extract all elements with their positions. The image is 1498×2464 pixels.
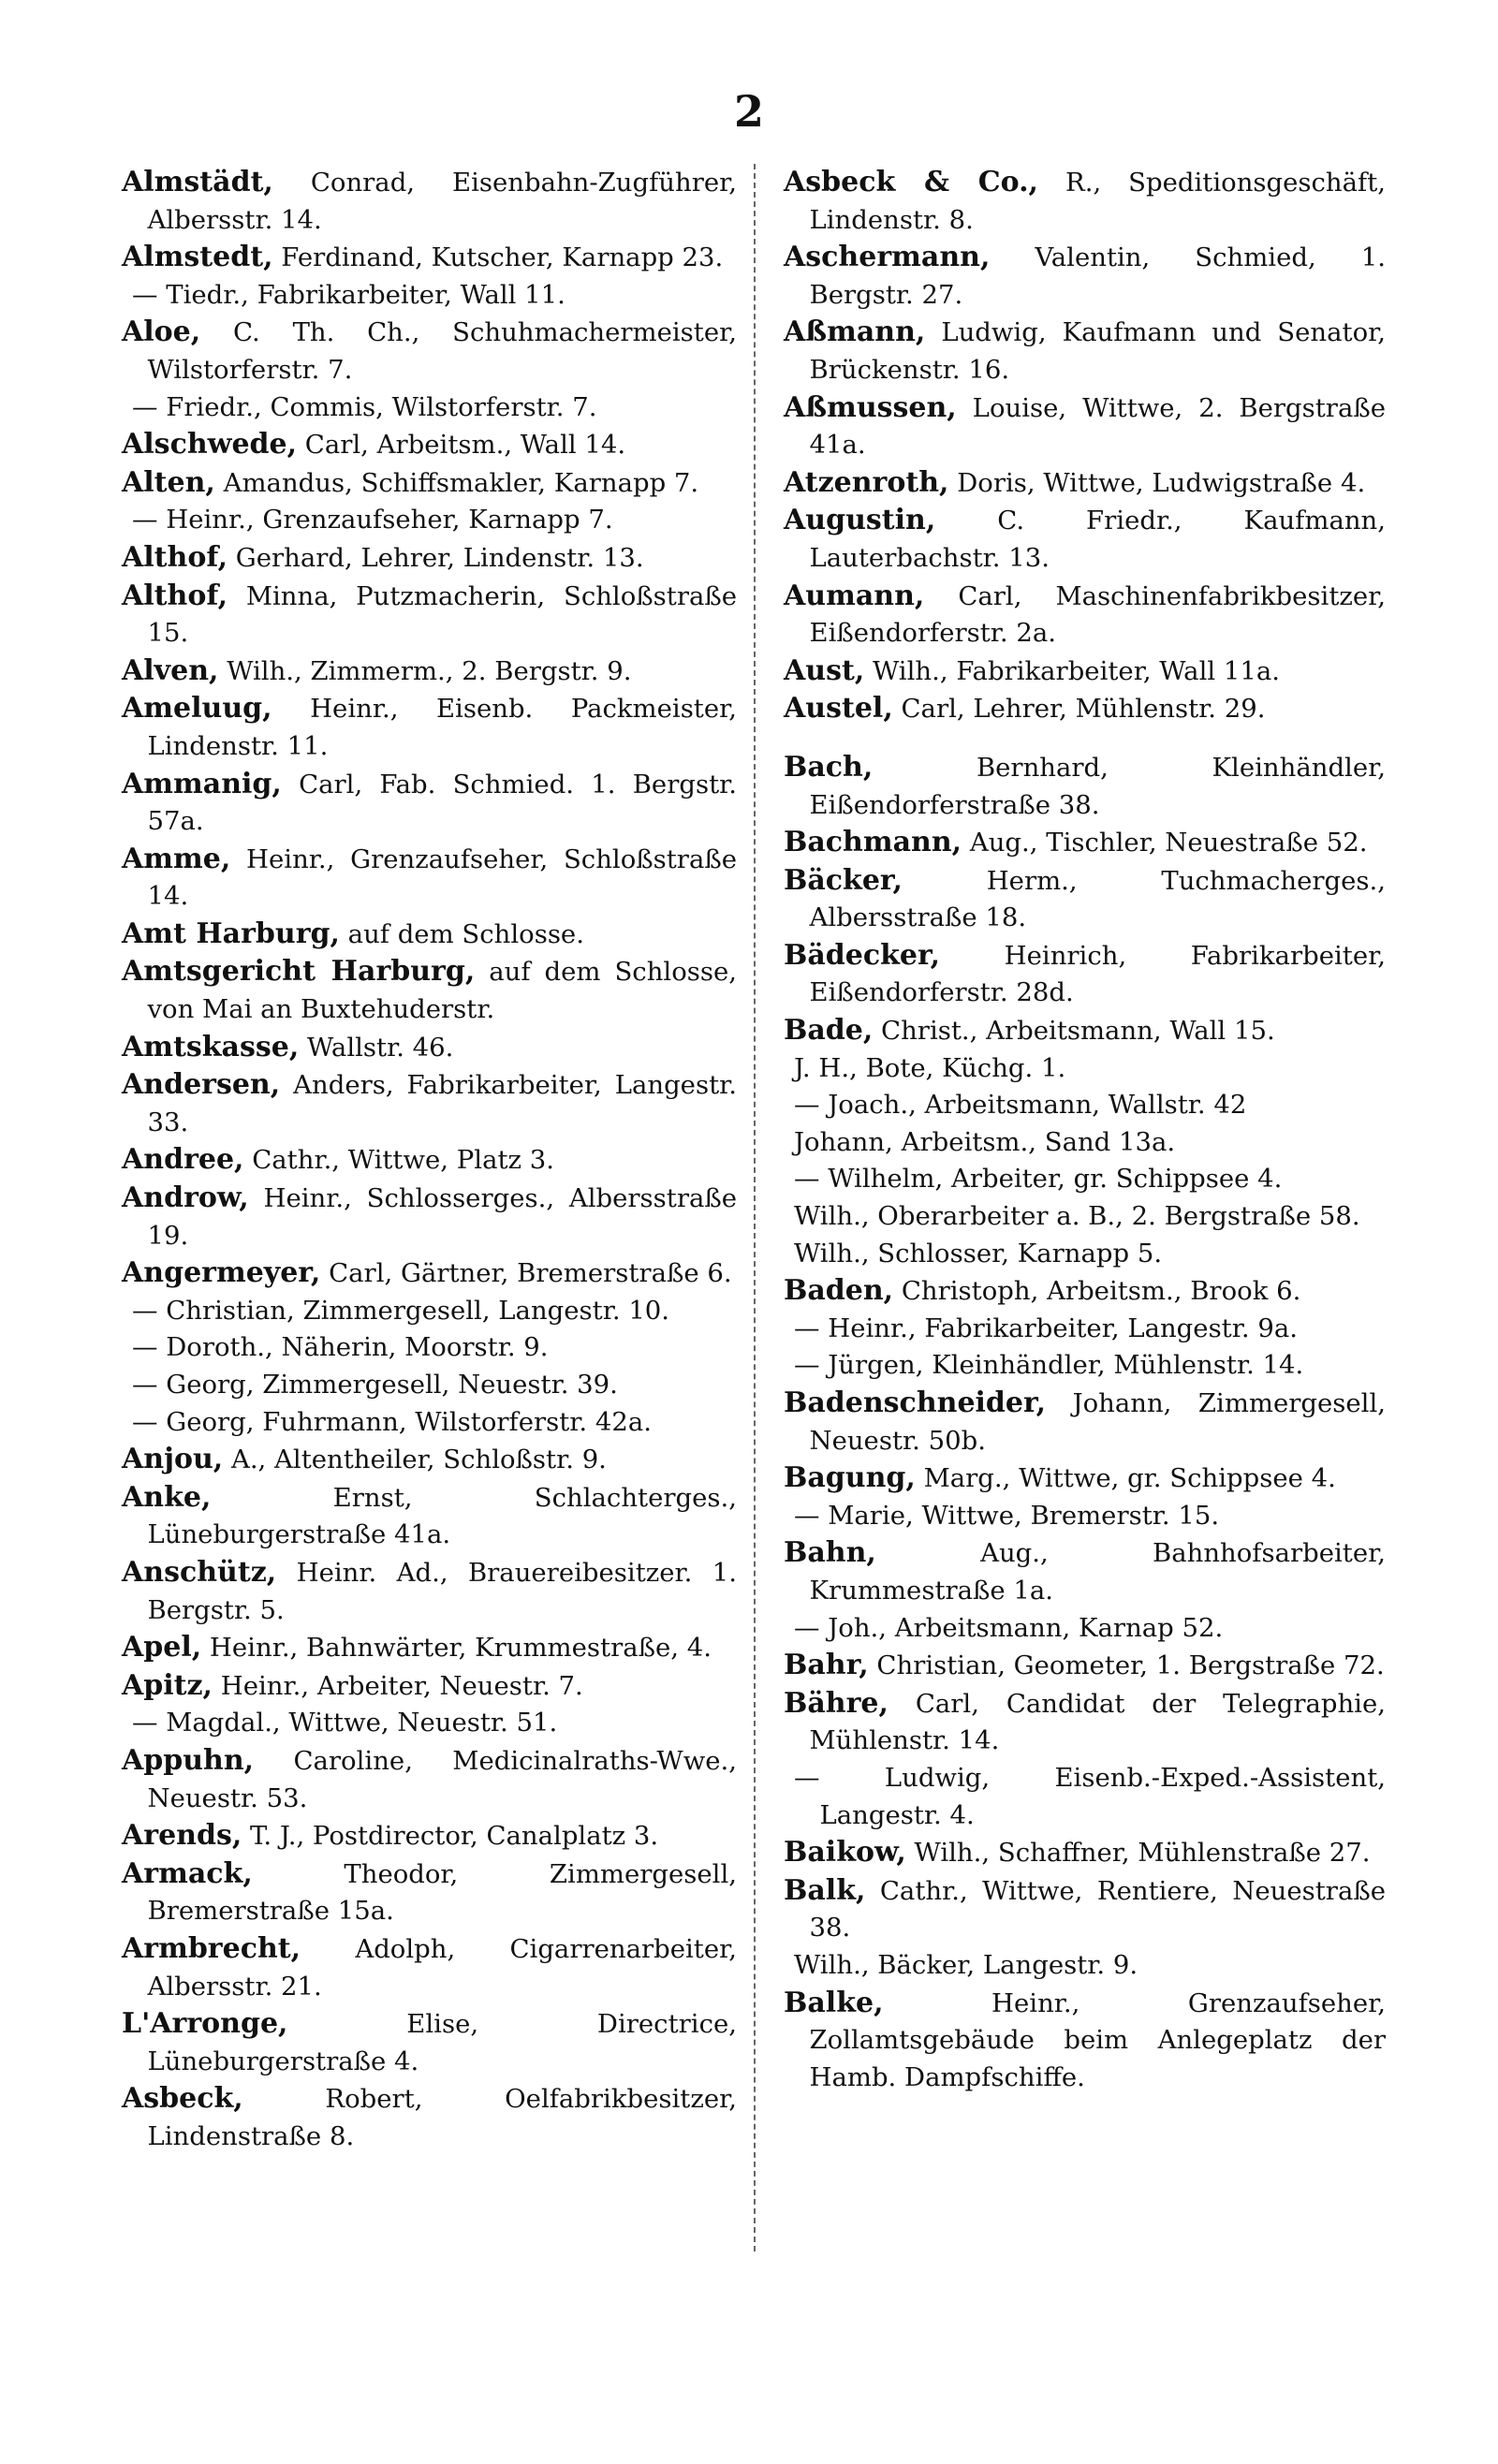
directory-entry xyxy=(784,653,1386,691)
directory-entry xyxy=(122,1404,737,1442)
directory-entry xyxy=(122,1554,737,1629)
entry-details: T. J., Postdirector, Canalplatz 3. xyxy=(242,1821,659,1852)
entry-details: Aug., Bahnhofsarbeiter, Krummestraße 1a. xyxy=(809,1538,1386,1606)
entry-details: Carl, Maschinenfabrikbesitzer, Eißendorferstr. 2a. xyxy=(809,580,1386,649)
left-column xyxy=(122,164,754,2251)
entry-details: Wallstr. 46. xyxy=(299,1032,454,1063)
entry-name: Balke, xyxy=(784,1986,884,2019)
entry-name: Androw, xyxy=(122,1181,249,1215)
directory-entry xyxy=(122,1742,737,1817)
entry-name: Bade, xyxy=(784,1014,874,1048)
directory-entry xyxy=(122,1293,737,1330)
directory-entry xyxy=(784,1610,1386,1648)
entry-name: Balk, xyxy=(784,1873,866,1907)
directory-entry xyxy=(122,502,737,539)
directory-entry xyxy=(122,1667,737,1706)
directory-entry xyxy=(784,1311,1386,1348)
entry-name: Appuhn, xyxy=(122,1743,255,1777)
entry-details: Carl, Arbeitsm., Wall 14. xyxy=(297,430,626,461)
entry-details: auf dem Schlosse, von Mai an Buxtehuderstr. xyxy=(147,957,738,1025)
page-number: 2 xyxy=(733,86,764,137)
columns xyxy=(122,164,1386,2251)
directory-entry xyxy=(122,1930,737,2005)
entry-name: Althof, xyxy=(122,579,228,612)
entry-details: Wilh., Fabrikarbeiter, Wall 11a. xyxy=(864,655,1281,686)
entry-details: — Joh., Arbeitsmann, Karnap 52. xyxy=(794,1612,1224,1643)
entry-name: Badenschneider, xyxy=(784,1386,1047,1419)
entry-name: Aumann, xyxy=(784,579,925,612)
entry-details: Elise, Directrice, Lüneburgerstraße 4. xyxy=(147,2009,737,2076)
entry-details: Aug., Tischler, Neuestraße 52. xyxy=(962,828,1368,858)
entry-details: Ludwig, Kaufmann und Senator, Brückenstr. 16. xyxy=(809,317,1386,385)
entry-details: A., Altentheiler, Schloßstr. 9. xyxy=(223,1445,607,1475)
entry-name: Alven, xyxy=(122,653,219,687)
entry-details: Johann, Arbeitsm., Sand 13a. xyxy=(794,1126,1176,1157)
entry-details: Christoph, Arbeitsm., Brook 6. xyxy=(893,1276,1301,1307)
directory-entry xyxy=(784,239,1386,314)
entry-details: Theodor, Zimmergesell, Bremerstraße 15a. xyxy=(147,1858,737,1927)
directory-entry xyxy=(784,1498,1386,1535)
entry-details: Wilh., Oberarbeiter a. B., 2. Bergstraße 58. xyxy=(794,1201,1360,1232)
entry-details: Conrad, Eisenbahn-Zugführer, Albersstr. 14. xyxy=(147,168,737,235)
entry-details: Minna, Putzmacherin, Schloßstraße 15. xyxy=(147,580,737,649)
entry-details: Ernst, Schlachterges., Lüneburgerstraße 41a. xyxy=(147,1482,737,1550)
entry-name: Amtskasse, xyxy=(122,1030,300,1063)
directory-entry xyxy=(122,690,737,765)
entry-details: — Marie, Wittwe, Bremerstr. 15. xyxy=(794,1500,1220,1531)
entry-details: — Georg, Zimmergesell, Neuestr. 39. xyxy=(132,1370,618,1400)
entry-name: Anjou, xyxy=(122,1443,224,1476)
entry-details: — Heinr., Fabrikarbeiter, Langestr. 9a. xyxy=(794,1313,1298,1343)
entry-name: Andersen, xyxy=(122,1068,281,1102)
entry-name: Apitz, xyxy=(122,1668,213,1702)
entry-details: Christ., Arbeitsmann, Wall 15. xyxy=(873,1016,1275,1047)
entry-name: Aloe, xyxy=(122,315,201,349)
entry-details: Caroline, Medicinalraths-Wwe., Neuestr. 53. xyxy=(147,1745,737,1813)
directory-entry xyxy=(122,2005,737,2080)
entry-name: Althof, xyxy=(122,540,228,574)
entry-details: — Christian, Zimmergesell, Langestr. 10. xyxy=(132,1295,670,1326)
directory-entry xyxy=(122,1367,737,1404)
directory-entry xyxy=(122,1441,737,1479)
entry-name: Aßmussen, xyxy=(784,390,957,424)
entry-name: Bädecker, xyxy=(784,938,941,972)
entry-details: — Ludwig, Eisenb.-Exped.-Assistent, Langestr. 4. xyxy=(794,1762,1386,1830)
directory-entry xyxy=(784,1534,1386,1609)
directory-entry xyxy=(784,1012,1386,1050)
entry-details: Carl, Candidat der Telegraphie, Mühlenstr. 14. xyxy=(809,1688,1386,1756)
entry-details: — Doroth., Näherin, Moorstr. 9. xyxy=(132,1332,549,1363)
entry-name: Amt Harburg, xyxy=(122,917,340,950)
directory-entry xyxy=(784,1050,1386,1088)
entry-name: Bach, xyxy=(784,750,874,784)
entry-details: Gerhard, Lehrer, Lindenstr. 13. xyxy=(228,542,644,573)
directory-entry xyxy=(784,389,1386,464)
entry-details: Adolph, Cigarrenarbeiter, Albersstr. 21. xyxy=(147,1933,737,2002)
entry-name: Bahr, xyxy=(784,1649,869,1682)
entry-name: Alten, xyxy=(122,465,215,499)
directory-entry xyxy=(122,916,737,954)
directory-entry xyxy=(122,1329,737,1367)
entry-details: Wilh., Schaffner, Mühlenstraße 27. xyxy=(905,1838,1371,1869)
directory-entry xyxy=(122,578,737,653)
entry-details: Wilh., Zimmerm., 2. Bergstr. 9. xyxy=(218,655,632,686)
entry-details: Heinr., Grenzaufseher, Schloßstraße 14. xyxy=(147,843,737,912)
entry-details: Marg., Wittwe, gr. Schippsee 4. xyxy=(915,1463,1336,1494)
entry-details: — Georg, Fuhrmann, Wilstorferstr. 42a. xyxy=(132,1406,653,1437)
directory-entry xyxy=(122,1629,737,1667)
directory-entry xyxy=(122,1817,737,1855)
entry-details: Herm., Tuchmacherges., Albersstraße 18. xyxy=(809,865,1386,933)
directory-entry xyxy=(122,539,737,578)
entry-details: Johann, Zimmergesell, Neuestr. 50b. xyxy=(809,1388,1386,1456)
entry-details: C. Friedr., Kaufmann, Lauterbachstr. 13. xyxy=(809,506,1386,573)
directory-entry xyxy=(122,464,737,503)
entry-name: Atzenroth, xyxy=(784,465,949,499)
entry-details: Doris, Wittwe, Ludwigstraße 4. xyxy=(948,467,1366,498)
directory-entry xyxy=(122,841,737,916)
directory-entry xyxy=(784,1947,1386,1985)
entry-name: Ameluug, xyxy=(122,692,272,726)
entry-name: Baikow, xyxy=(784,1836,906,1870)
entry-name: Almstedt, xyxy=(122,241,273,274)
directory-entry xyxy=(784,749,1386,824)
entry-details: Cathr., Wittwe, Platz 3. xyxy=(243,1145,554,1176)
entry-details: Heinrich, Fabrikarbeiter, Eißendorferstr. 28d. xyxy=(809,940,1386,1008)
entry-details: Louise, Wittwe, 2. Bergstraße 41a. xyxy=(809,392,1386,461)
directory-entry xyxy=(784,1272,1386,1311)
entry-details: Heinr., Arbeiter, Neuestr. 7. xyxy=(213,1670,583,1701)
entry-name: Aßmann, xyxy=(784,315,926,349)
entry-details: — Wilhelm, Arbeiter, gr. Schippsee 4. xyxy=(794,1164,1283,1195)
directory-entry xyxy=(784,578,1386,653)
entry-name: Amtsgericht Harburg, xyxy=(122,955,476,989)
directory-entry xyxy=(784,1236,1386,1273)
entry-name: Bäcker, xyxy=(784,863,903,897)
directory-entry xyxy=(784,502,1386,577)
entry-name: Apel, xyxy=(122,1631,202,1665)
entry-details: Carl, Lehrer, Mühlenstr. 29. xyxy=(892,694,1266,725)
entry-details: Carl, Fab. Schmied. 1. Bergstr. 57a. xyxy=(147,769,737,837)
directory-entry xyxy=(784,824,1386,862)
entry-details: — Friedr., Commis, Wilstorferstr. 7. xyxy=(132,391,597,422)
entry-details: — Jürgen, Kleinhändler, Mühlenstr. 14. xyxy=(794,1350,1304,1381)
entry-details: — Magdal., Wittwe, Neuestr. 51. xyxy=(132,1708,558,1738)
directory-entry xyxy=(784,1459,1386,1498)
directory-entry xyxy=(122,1705,737,1742)
directory-entry xyxy=(784,1647,1386,1685)
directory-entry xyxy=(122,426,737,464)
entry-name: Ammanig, xyxy=(122,767,282,800)
entry-name: Anke, xyxy=(122,1480,212,1514)
entry-details: R., Speditionsgeschäft, Lindenstr. 8. xyxy=(809,168,1386,235)
directory-entry xyxy=(122,314,737,389)
directory-entry xyxy=(784,1834,1386,1872)
entry-details: — Tiedr., Fabrikarbeiter, Wall 11. xyxy=(132,279,565,310)
directory-entry xyxy=(784,164,1386,239)
directory-entry xyxy=(122,1141,737,1180)
entry-details: Heinr. Ad., Brauereibesitzer. 1. Bergstr. 5. xyxy=(147,1557,737,1625)
directory-entry xyxy=(122,1855,737,1930)
entry-details: auf dem Schlosse. xyxy=(339,918,584,949)
entry-details: Robert, Oelfabrikbesitzer, Lindenstraße 8. xyxy=(147,2084,737,2151)
entry-name: Armack, xyxy=(122,1856,253,1890)
directory-entry xyxy=(122,277,737,315)
entry-details: Carl, Gärtner, Bremerstraße 6. xyxy=(320,1258,732,1289)
entry-name: Andree, xyxy=(122,1143,244,1177)
entry-details: Wilh., Bäcker, Langestr. 9. xyxy=(794,1949,1138,1980)
entry-name: Aust, xyxy=(784,653,865,687)
entry-details: Heinr., Bahnwärter, Krummestraße, 4. xyxy=(201,1633,712,1664)
directory-entry xyxy=(784,1198,1386,1236)
entry-name: Arends, xyxy=(122,1819,242,1853)
entry-name: Bähre, xyxy=(784,1686,889,1720)
entry-name: Augustin, xyxy=(784,504,936,537)
entry-name: Baden, xyxy=(784,1274,894,1308)
directory-entry xyxy=(784,1685,1386,1760)
entry-details: Amandus, Schiffsmakler, Karnapp 7. xyxy=(214,467,699,498)
entry-details: C. Th. Ch., Schuhmachermeister, Wilstorferstr. 7. xyxy=(147,317,737,385)
entry-details: Wilh., Schlosser, Karnapp 5. xyxy=(794,1238,1163,1269)
entry-name: Anschütz, xyxy=(122,1555,277,1589)
entry-details: — Joach., Arbeitsmann, Wallstr. 42 xyxy=(794,1090,1247,1121)
directory-entry xyxy=(122,766,737,841)
entry-name: Armbrecht, xyxy=(122,1931,301,1965)
entry-name: Bachmann, xyxy=(784,826,962,859)
entry-details: Christian, Geometer, 1. Bergstraße 72. xyxy=(868,1650,1385,1681)
directory-entry xyxy=(122,2080,737,2155)
entry-name: Bahn, xyxy=(784,1536,876,1570)
entry-details: Bernhard, Kleinhändler, Eißendorferstraße 38. xyxy=(809,752,1386,820)
entry-details: J. H., Bote, Küchg. 1. xyxy=(794,1052,1066,1083)
directory-entry xyxy=(122,239,737,277)
entry-name: Asbeck & Co., xyxy=(784,166,1039,198)
directory-entry xyxy=(784,1760,1386,1834)
directory-entry xyxy=(784,314,1386,389)
directory-entry xyxy=(122,1254,737,1293)
directory-entry xyxy=(784,937,1386,1012)
directory-entry xyxy=(122,164,737,239)
directory-entry xyxy=(784,1985,1386,2097)
entry-details: — Heinr., Grenzaufseher, Karnapp 7. xyxy=(132,505,613,535)
entry-name: Austel, xyxy=(784,692,893,726)
entry-details: Cathr., Wittwe, Rentiere, Neuestraße 38. xyxy=(809,1875,1386,1943)
entry-name: Alschwede, xyxy=(122,428,298,462)
entry-details: Ferdinand, Kutscher, Karnapp 23. xyxy=(272,242,724,273)
directory-entry xyxy=(784,1385,1386,1459)
directory-entry xyxy=(784,1347,1386,1385)
directory-entry xyxy=(784,1161,1386,1198)
directory-entry xyxy=(122,953,737,1028)
directory-entry xyxy=(784,464,1386,503)
entry-name: Amme, xyxy=(122,842,231,875)
entry-name: Aschermann, xyxy=(784,241,991,274)
directory-entry xyxy=(122,389,737,427)
directory-entry xyxy=(784,1872,1386,1947)
entry-name: Angermeyer, xyxy=(122,1256,321,1290)
entry-details: Heinr., Eisenb. Packmeister, Lindenstr. 11. xyxy=(147,694,737,761)
directory-entry xyxy=(784,1124,1386,1162)
entry-details: Heinr., Grenzaufseher, Zollamtsgebäude beim Anlegeplatz der Hamb. Dampfschiffe. xyxy=(809,1987,1386,2092)
directory-entry xyxy=(784,1087,1386,1124)
directory-entry xyxy=(122,1479,737,1554)
directory-entry xyxy=(784,862,1386,937)
directory-entry xyxy=(122,653,737,691)
entry-name: Bagung, xyxy=(784,1461,916,1495)
entry-name: L'Arronge, xyxy=(122,2007,288,2041)
directory-entry xyxy=(122,1029,737,1067)
entry-details: Anders, Fabrikarbeiter, Langestr. 33. xyxy=(147,1070,737,1137)
entry-name: Asbeck, xyxy=(122,2082,243,2116)
right-column xyxy=(754,164,1386,2251)
directory-entry xyxy=(122,1066,737,1141)
directory-entry xyxy=(784,690,1386,728)
entry-details: Heinr., Schlosserges., Albersstraße 19. xyxy=(147,1183,737,1251)
entry-name: Almstädt, xyxy=(122,166,273,198)
entry-details: Valentin, Schmied, 1. Bergstr. 27. xyxy=(809,242,1386,310)
directory-entry xyxy=(122,1180,737,1254)
